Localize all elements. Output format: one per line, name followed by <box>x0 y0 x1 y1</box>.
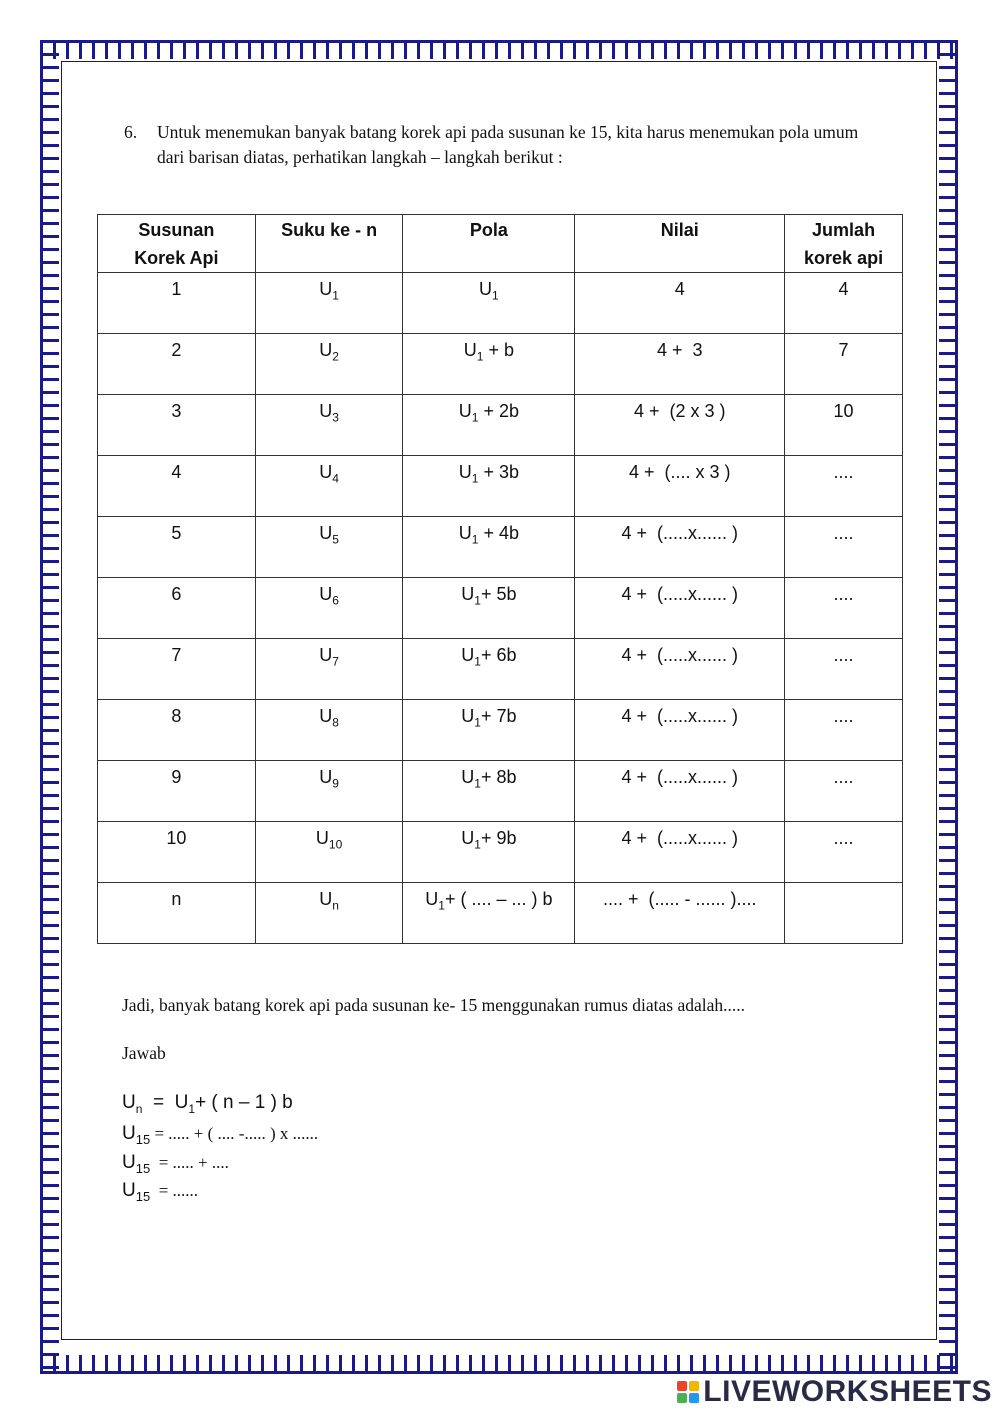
table-row <box>98 456 903 517</box>
cell-suku: $U_5$ <box>255 517 403 578</box>
cell-nilai: 4 + (2 x 3 ) <box>575 395 785 456</box>
cell-pola: $U_1$ <box>403 273 575 334</box>
formula-step-1: $U_{15}$ = ..... + ( .... -..... ) x ...... <box>122 1123 319 1147</box>
cell-pola: $U_1+ 9b$ <box>403 822 575 883</box>
table-row <box>98 578 903 639</box>
cell-susunan: 9 <box>98 761 256 822</box>
cell-suku: $U_{10}$ <box>255 822 403 883</box>
cell-jumlah <box>785 883 903 944</box>
border-bottom <box>40 1355 958 1374</box>
cell-jumlah: .... <box>785 456 903 517</box>
liveworksheets-logo <box>677 1375 992 1409</box>
cell-suku: $U_8$ <box>255 700 403 761</box>
logo-square <box>677 1393 687 1403</box>
cell-nilai: 4 + (.....x...... ) <box>575 517 785 578</box>
formula-general: $U_n = U_1+$ ( n – 1 ) b <box>122 1092 293 1116</box>
cell-pola: $U_1+$ ( .... – ... ) b <box>403 883 575 944</box>
cell-susunan: 8 <box>98 700 256 761</box>
cell-jumlah: 7 <box>785 334 903 395</box>
cell-suku: $U_4$ <box>255 456 403 517</box>
header-pola: Pola <box>403 215 575 273</box>
question-number: 6. <box>124 122 138 142</box>
cell-suku: $U_1$ <box>255 273 403 334</box>
table-row <box>98 700 903 761</box>
cell-suku: $U_9$ <box>255 761 403 822</box>
table-body <box>98 273 903 944</box>
cell-jumlah: .... <box>785 761 903 822</box>
question-text: Untuk menemukan banyak batang korek api pada susunan ke 15, kita harus menemukan pola umum dari barisan diatas, perhatikan langkah – langkah berikut : <box>157 122 859 167</box>
cell-jumlah: .... <box>785 639 903 700</box>
cell-suku: $U_2$ <box>255 334 403 395</box>
cell-jumlah: 4 <box>785 273 903 334</box>
cell-susunan: 4 <box>98 456 256 517</box>
cell-suku: $U_7$ <box>255 639 403 700</box>
header-susunan: Susunan Korek Api <box>98 215 256 273</box>
cell-susunan: 2 <box>98 334 256 395</box>
logo-text: LIVEWORKSHEETS <box>703 1375 992 1408</box>
cell-susunan: 1 <box>98 273 256 334</box>
cell-nilai: 4 <box>575 273 785 334</box>
cell-susunan: n <box>98 883 256 944</box>
cell-suku: $U_n$ <box>255 883 403 944</box>
cell-pola: $U_1+ 5b$ <box>403 578 575 639</box>
table-row <box>98 761 903 822</box>
cell-jumlah: .... <box>785 822 903 883</box>
cell-jumlah: .... <box>785 517 903 578</box>
cell-nilai: 4 + (.....x...... ) <box>575 761 785 822</box>
table-row <box>98 883 903 944</box>
table-header-row <box>98 215 903 273</box>
table-row <box>98 517 903 578</box>
cell-jumlah: .... <box>785 700 903 761</box>
cell-susunan: 6 <box>98 578 256 639</box>
cell-pola: $U_1 + b$ <box>403 334 575 395</box>
table-row <box>98 273 903 334</box>
cell-nilai: .... + (..... - ...... ).... <box>575 883 785 944</box>
table-row <box>98 395 903 456</box>
cell-pola: $U_1+ 6b$ <box>403 639 575 700</box>
cell-susunan: 10 <box>98 822 256 883</box>
pattern-table <box>97 214 903 944</box>
cell-nilai: 4 + (.....x...... ) <box>575 700 785 761</box>
cell-suku: $U_6$ <box>255 578 403 639</box>
cell-pola: $U_1 + 2b$ <box>403 395 575 456</box>
cell-suku: $U_3$ <box>255 395 403 456</box>
logo-square <box>689 1393 699 1403</box>
formula-step-2: $U_{15}$ = ..... + .... <box>122 1152 229 1176</box>
formula-step-3: $U_{15}$ = ...... <box>122 1180 199 1204</box>
header-suku: Suku ke - n <box>255 215 403 273</box>
cell-pola: $U_1+ 8b$ <box>403 761 575 822</box>
cell-pola: $U_1 + 4b$ <box>403 517 575 578</box>
cell-pola: $U_1+ 7b$ <box>403 700 575 761</box>
table-row <box>98 334 903 395</box>
border-top <box>40 40 958 59</box>
border-right <box>939 40 958 1374</box>
cell-nilai: 4 + (.....x...... ) <box>575 639 785 700</box>
cell-nilai: 4 + (.... x 3 ) <box>575 456 785 517</box>
conclusion-text: Jadi, banyak batang korek api pada susunan ke- 15 menggunakan rumus diatas adalah..... <box>122 995 746 1015</box>
answer-label: Jawab <box>122 1043 166 1063</box>
logo-square <box>689 1381 699 1391</box>
table-row <box>98 639 903 700</box>
logo-mark-icon <box>677 1381 699 1403</box>
cell-susunan: 7 <box>98 639 256 700</box>
border-left <box>40 40 59 1374</box>
logo-square <box>677 1381 687 1391</box>
header-nilai: Nilai <box>575 215 785 273</box>
cell-jumlah: 10 <box>785 395 903 456</box>
cell-nilai: 4 + 3 <box>575 334 785 395</box>
cell-nilai: 4 + (.....x...... ) <box>575 822 785 883</box>
cell-susunan: 5 <box>98 517 256 578</box>
cell-susunan: 3 <box>98 395 256 456</box>
table-row <box>98 822 903 883</box>
question-block <box>124 120 884 170</box>
cell-jumlah: .... <box>785 578 903 639</box>
cell-nilai: 4 + (.....x...... ) <box>575 578 785 639</box>
header-jumlah: Jumlah korek api <box>785 215 903 273</box>
cell-pola: $U_1 + 3b$ <box>403 456 575 517</box>
